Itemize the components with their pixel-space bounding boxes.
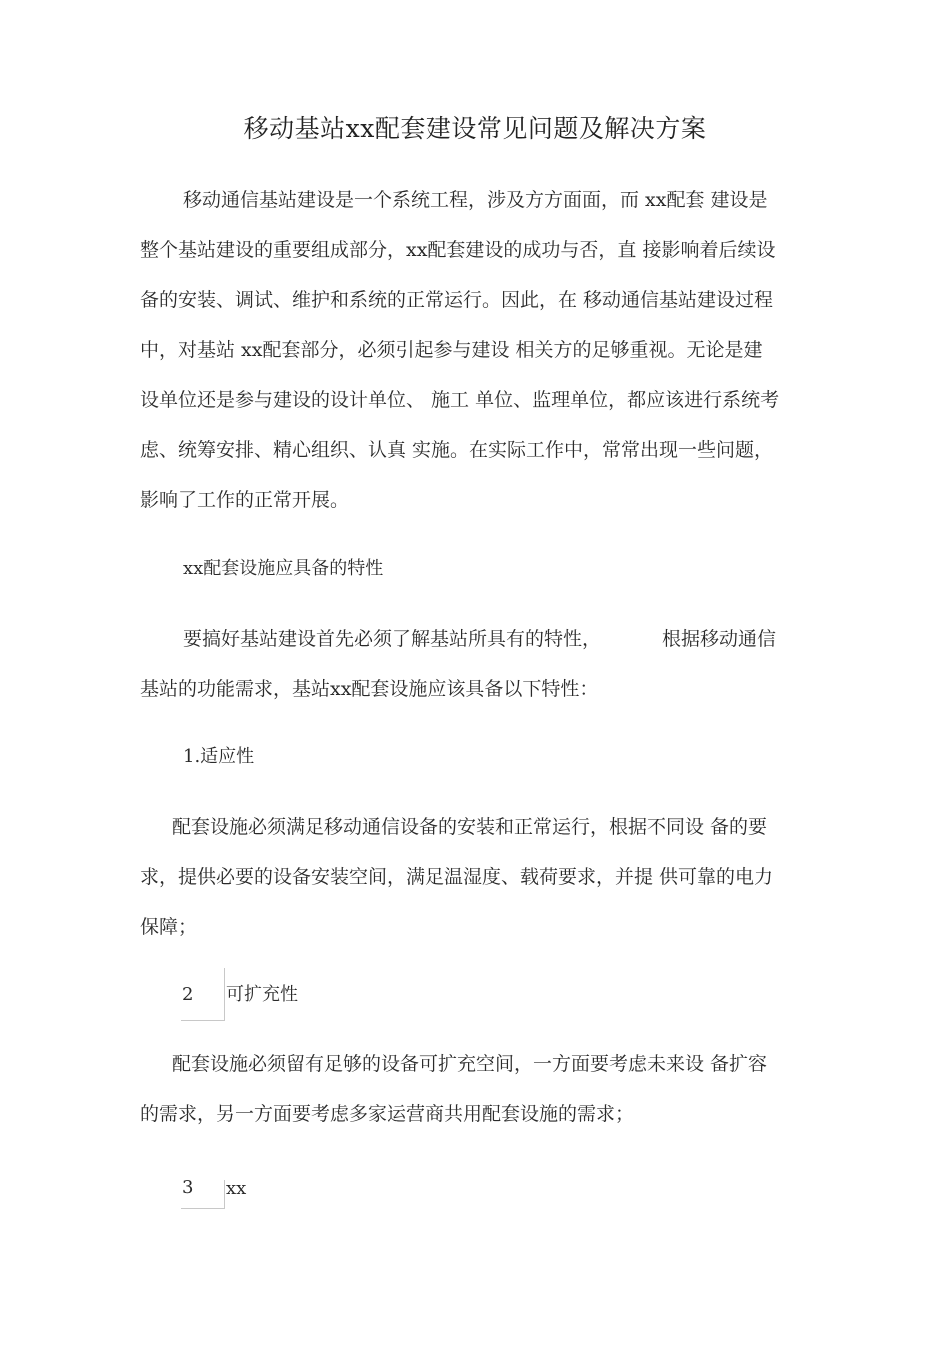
intro-line-6: 虑、统筹安排、精心组织、认真 实施。在实际工作中，常常出现一些问题， — [140, 439, 774, 461]
item-3-label: xx — [226, 1178, 247, 1199]
intro-line-2: 整个基站建设的重要组成部分，xx配套建设的成功与否，直 接影响着后续设 — [140, 239, 776, 261]
item-3-number: 3 — [182, 1177, 194, 1198]
item-1-line-2: 求，提供必要的设备安装空间，满足温湿度、载荷要求，并提 供可靠的电力 — [140, 866, 774, 888]
item-2-label: 可扩充性 — [226, 984, 298, 1005]
intro-line-7: 影响了工作的正常开展。 — [140, 489, 350, 511]
section-intro-line-1b: 根据移动通信 — [662, 628, 777, 650]
document-title: 移动基站xx配套建设常见问题及解决方案 — [243, 114, 707, 143]
section-intro-line-2: 基站的功能需求，基站xx配套设施应该具备以下特性： — [140, 678, 599, 700]
item-1-line-1: 配套设施必须满足移动通信设备的安装和正常运行，根据不同设 备的要 — [172, 816, 768, 838]
section-heading: xx配套设施应具备的特性 — [183, 558, 384, 579]
item-2-line-1: 配套设施必须留有足够的设备可扩充空间，一方面要考虑未来设 备扩容 — [172, 1053, 768, 1075]
intro-line-5: 设单位还是参与建设的设计单位、 施工 单位、监理单位，都应该进行系统考 — [140, 389, 780, 411]
item-1-line-3: 保障； — [140, 916, 198, 938]
section-intro-line-1a: 要搞好基站建设首先必须了解基站所具有的特性， — [183, 628, 602, 650]
item-2-number: 2 — [182, 984, 194, 1005]
intro-line-1: 移动通信基站建设是一个系统工程，涉及方方面面，而 xx配套 建设是 — [183, 189, 768, 211]
intro-line-4: 中，对基站 xx配套部分，必须引起参与建设 相关方的足够重视。无论是建 — [140, 339, 763, 361]
intro-line-3: 备的安装、调试、维护和系统的正常运行。因此，在 移动通信基站建设过程 — [140, 289, 774, 311]
item-2-line-2: 的需求，另一方面要考虑多家运营商共用配套设施的需求； — [140, 1103, 635, 1125]
item-1-heading: 1.适应性 — [183, 746, 255, 767]
